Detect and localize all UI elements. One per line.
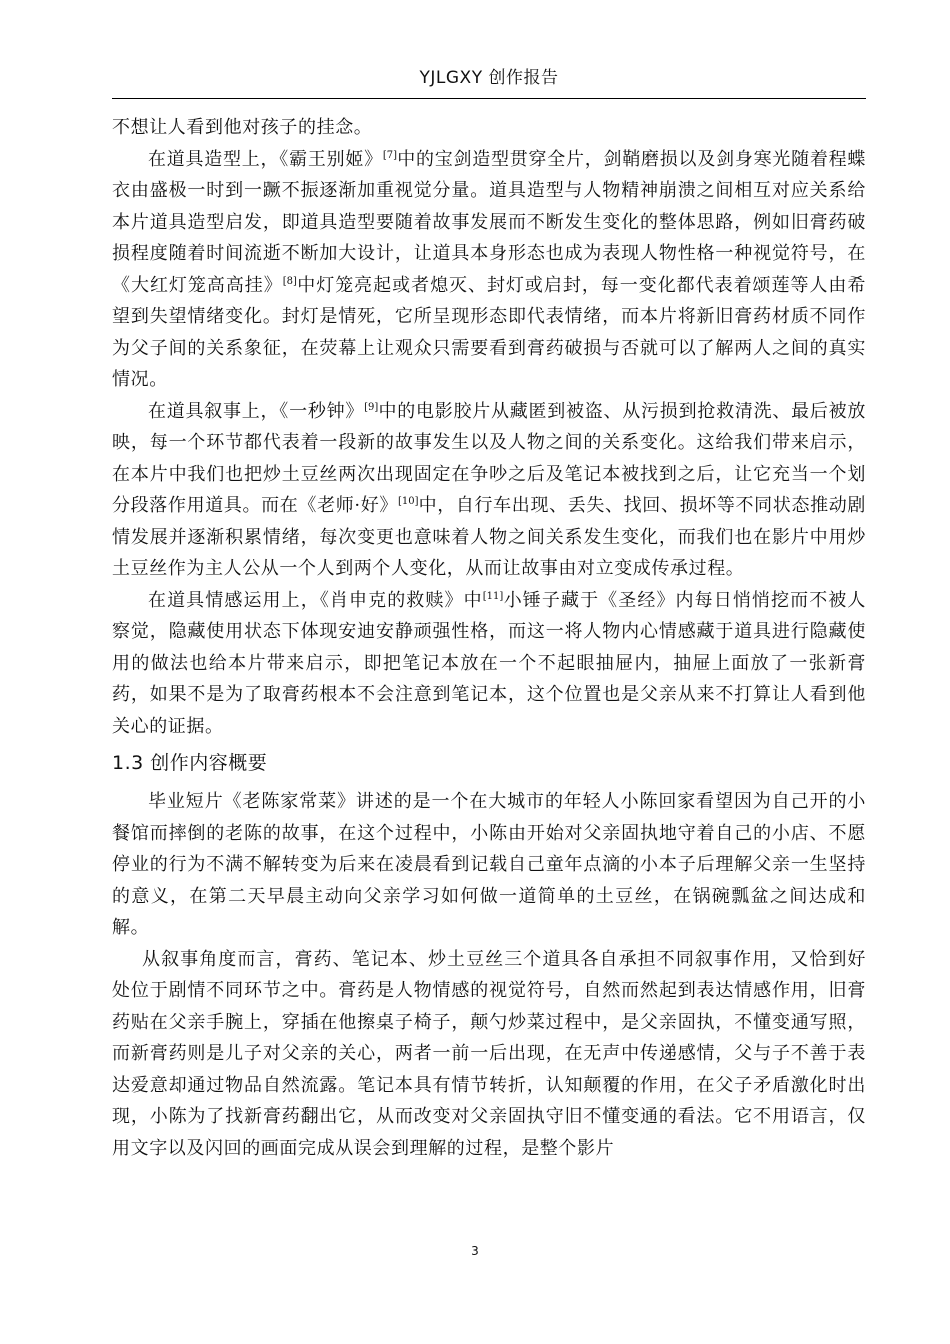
- paragraph-text: 小锤子藏于《圣经》内每日悄悄挖而不被人察觉，隐藏使用状态下体现安迪安静顽强性格，而这一将人物内心情感藏于道具进行隐藏使用的做法也给本片带来启示，即把笔记本放在一个不起眼抽屉内，抽屉上面放了一张新膏药，如果不是为了取膏药根本不会注意到笔记本，这个位置也是父亲从来不打算让人看到他关心的证据。: [112, 589, 866, 737]
- citation-ref: [9]: [364, 401, 379, 413]
- citation-ref: [7]: [382, 149, 398, 161]
- paragraph-narrative-angle: 从叙事角度而言，膏药、笔记本、炒土豆丝三个道具各自承担不同叙事作用，又恰到好处位于剧情不同环节之中。膏药是人物情感的视觉符号，自然而然起到表达情感作用，旧膏药贴在父亲手腕上，穿插在他擦桌子椅子，颠勺炒菜过程中，是父亲固执，不懂变通写照，而新膏药则是儿子对父亲的关心，两者一前一后出现，在无声中传递感情，父与子不善于表达爱意却通过物品自然流露。笔记本具有情节转折，认知颠覆的作用，在父子矛盾激化时出现，小陈为了找新膏药翻出它，从而改变对父亲固执守旧不懂变通的看法。它不用语言，仅用文字以及闪回的画面完成从误会到理解的过程，是整个影片: [112, 948, 866, 1159]
- paragraph-prop-emotion: [112, 585, 866, 743]
- paragraph-text: 中的电影胶片从藏匿到被盗、从污损到抢救清洗、最后被放映，每一个环节都代表着一段新的故事发生以及人物之间的关系变化。这给我们带来启示，在本片中我们也把炒土豆丝两次出现固定在争吵之后及笔记本被找到之后，让它充当一个划分段落作用道具。而在《老师·好》: [112, 400, 866, 516]
- paragraph-text: 在道具造型上，《霸王别姬》: [148, 148, 383, 170]
- section-heading: 1.3 创作内容概要: [112, 752, 268, 774]
- paragraph-text: 在道具叙事上，《一秒钟》: [148, 400, 365, 422]
- citation-ref: [10]: [398, 496, 419, 507]
- paragraph-text: 中的宝剑造型贯穿全片，剑鞘磨损以及剑身寒光随着程蝶衣由盛极一时到一蹶不振逐渐加重视觉分量。道具造型与人物精神崩溃之间相互对应关系给本片道具造型启发，即道具造型要随着故事发展而不断发生变化的整体思路，例如旧膏药破损程度随着时间流逝不断加大设计，让道具本身形态也成为表现人物性格一种视觉符号，在《大红灯笼高高挂》: [112, 148, 866, 296]
- paragraph-prop-narrative: [112, 396, 866, 585]
- paragraph-text: 中灯笼亮起或者熄灭、封灯或启封，每一变化都代表着颂莲等人由希望到失望情绪变化。封灯是情死，它所呈现形态即代表情绪，而本片将新旧膏药材质不同作为父子间的关系象征，在荧幕上让观众只需要看到膏药破损与否就可以了解两人之间的真实情况。: [112, 274, 866, 390]
- paragraph-text: 在道具情感运用上，《肖申克的救赎》中: [148, 589, 483, 611]
- paragraph-continuation: 不想让人看到他对孩子的挂念。: [112, 117, 373, 138]
- page-header: [112, 60, 866, 99]
- citation-ref: [11]: [482, 590, 504, 602]
- paragraph-prop-design: [112, 144, 866, 396]
- document-body: [112, 112, 866, 1164]
- paragraph-text: 中，自行车出现、丢失、找回、损坏等不同状态推动剧情发展并逐渐积累情绪，每次变更也意味着人物之间关系发生变化，而我们也在影片中用炒土豆丝作为主人公从一个人到两个人变化，从而让故事由对立变成传承过程。: [112, 495, 866, 579]
- citation-ref: [8]: [282, 275, 297, 287]
- page-number: 3: [471, 1244, 479, 1258]
- paragraph-summary: 毕业短片《老陈家常菜》讲述的是一个在大城市的年轻人小陈回家看望因为自己开的小餐馆而摔倒的老陈的故事，在这个过程中，小陈由开始对父亲固执地守着自己的小店、不愿停业的行为不满不解转变为后来在凌晨看到记载自己童年点滴的小本子后理解父亲一生坚持的意义，在第二天早晨主动向父亲学习如何做一道简单的土豆丝，在锅碗瓢盆之间达成和解。: [112, 791, 866, 938]
- header-title: YJLGXY 创作报告: [419, 68, 559, 88]
